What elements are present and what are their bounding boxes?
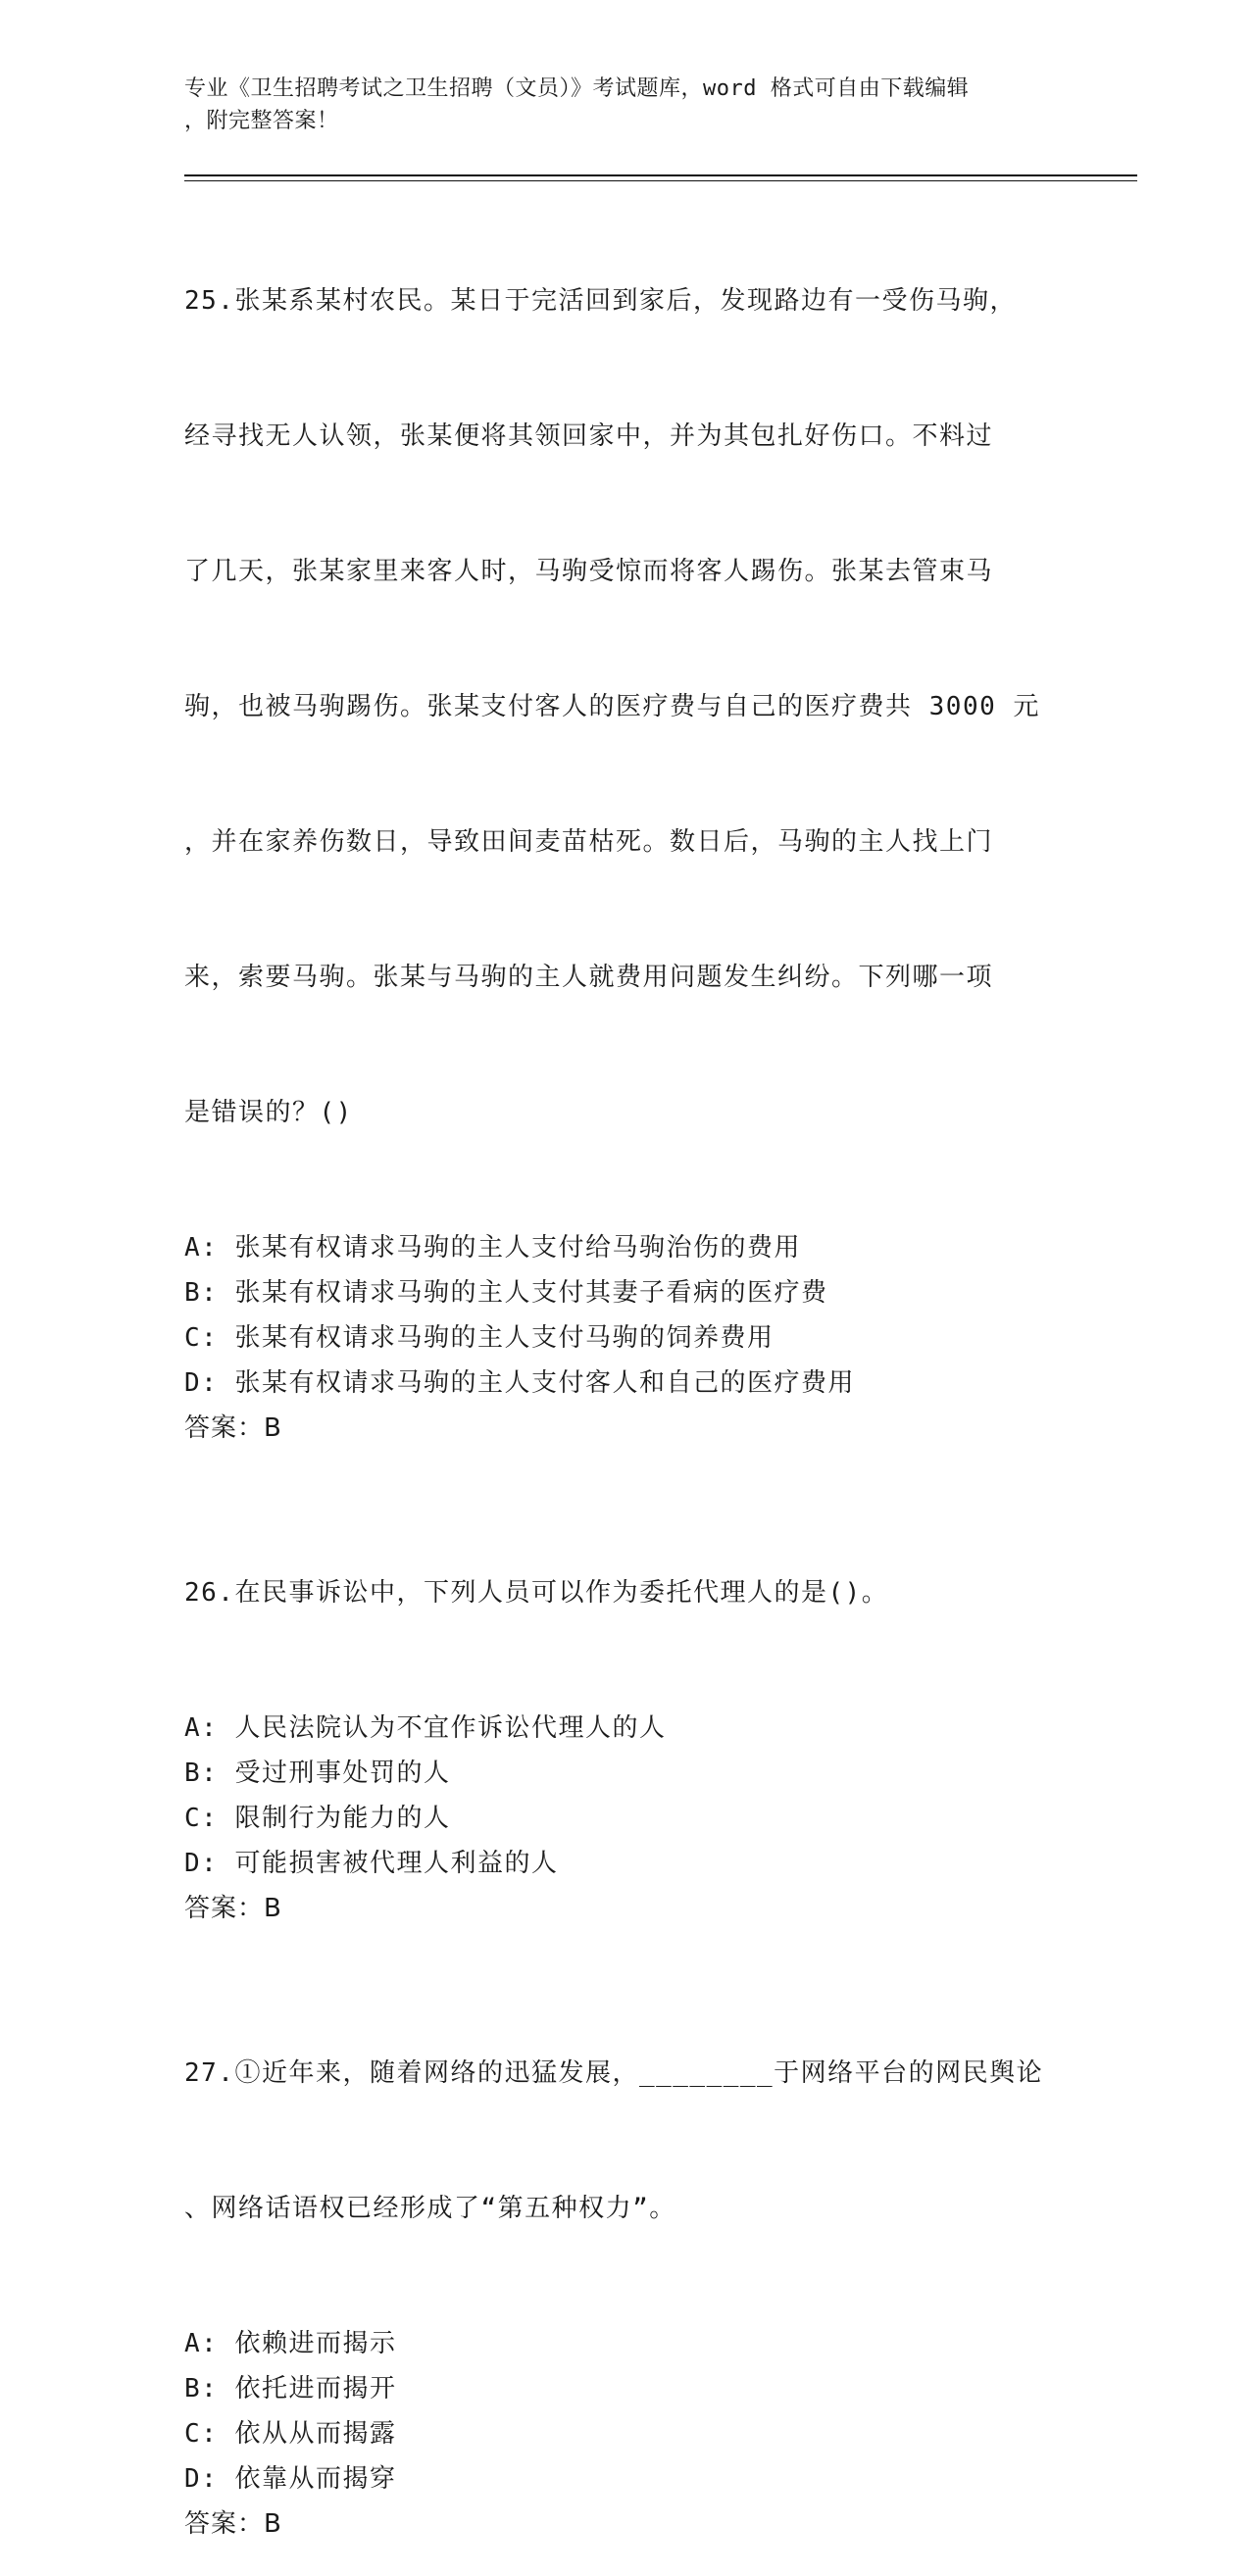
question-line: 来，索要马驹。张某与马驹的主人就费用问题发生纠纷。下列哪一项 [184, 963, 994, 992]
answer: 答案：B [184, 2509, 282, 2539]
option-d: D: 张某有权请求马驹的主人支付客人和自己的医疗费用 [184, 1368, 855, 1398]
question-line: 驹，也被马驹踢伤。张某支付客人的医疗费与自己的医疗费共 3000 元 [184, 692, 1040, 721]
question-25 [184, 188, 1067, 1451]
question-text [184, 1480, 1067, 1706]
option-d: D: 可能损害被代理人利益的人 [184, 1849, 559, 1878]
question-line: 27.①近年来，随着网络的迅猛发展，________于网络平台的网民舆论 [184, 2058, 1044, 2088]
question-line: 25.张某系某村农民。某日于完活回到家后，发现路边有一受伤马驹， [184, 286, 1017, 316]
question-line: 、网络话语权已经形成了“第五种权力”。 [184, 2194, 676, 2223]
option-c: C: 限制行为能力的人 [184, 1804, 451, 1833]
header-divider-thin [184, 180, 1137, 181]
header-line-2: ，附完整答案！ [184, 109, 339, 133]
option-b: B: 依托进而揭开 [184, 2374, 397, 2403]
option-b: B: 受过刑事处罚的人 [184, 1759, 451, 1788]
question-line: ，并在家养伤数日，导致田间麦苗枯死。数日后，马驹的主人找上门 [184, 827, 994, 857]
answer: 答案：B [184, 1413, 282, 1443]
question-text [184, 188, 1067, 1225]
question-line: 了几天，张某家里来客人时，马驹受惊而将客人踢伤。张某去管束马 [184, 557, 994, 586]
header-line-1: 专业《卫生招聘考试之卫生招聘（文员）》考试题库，word 格式可自由下载编辑 [184, 76, 970, 101]
document-header [184, 73, 1067, 137]
option-c: C: 依从从而揭露 [184, 2419, 397, 2449]
question-line: 经寻找无人认领，张某便将其领回家中，并为其包扎好伤口。不料过 [184, 421, 994, 451]
question-26 [184, 1480, 1067, 1931]
option-d: D: 依靠从而揭穿 [184, 2464, 397, 2494]
header-divider-thick [184, 174, 1137, 176]
option-c: C: 张某有权请求马驹的主人支付马驹的饲养费用 [184, 1323, 775, 1353]
question-line: 是错误的？() [184, 1098, 353, 1127]
answer: 答案：B [184, 1894, 282, 1923]
option-b: B: 张某有权请求马驹的主人支付其妻子看病的医疗费 [184, 1278, 828, 1308]
question-list [184, 188, 1067, 2576]
option-a: A: 张某有权请求马驹的主人支付给马驹治伤的费用 [184, 1233, 801, 1263]
question-line: 26.在民事诉讼中，下列人员可以作为委托代理人的是()。 [184, 1578, 889, 1608]
option-a: A: 依赖进而揭示 [184, 2329, 397, 2358]
question-27 [184, 1960, 1067, 2547]
question-text [184, 1960, 1067, 2321]
option-a: A: 人民法院认为不宜作诉讼代理人的人 [184, 1713, 667, 1743]
